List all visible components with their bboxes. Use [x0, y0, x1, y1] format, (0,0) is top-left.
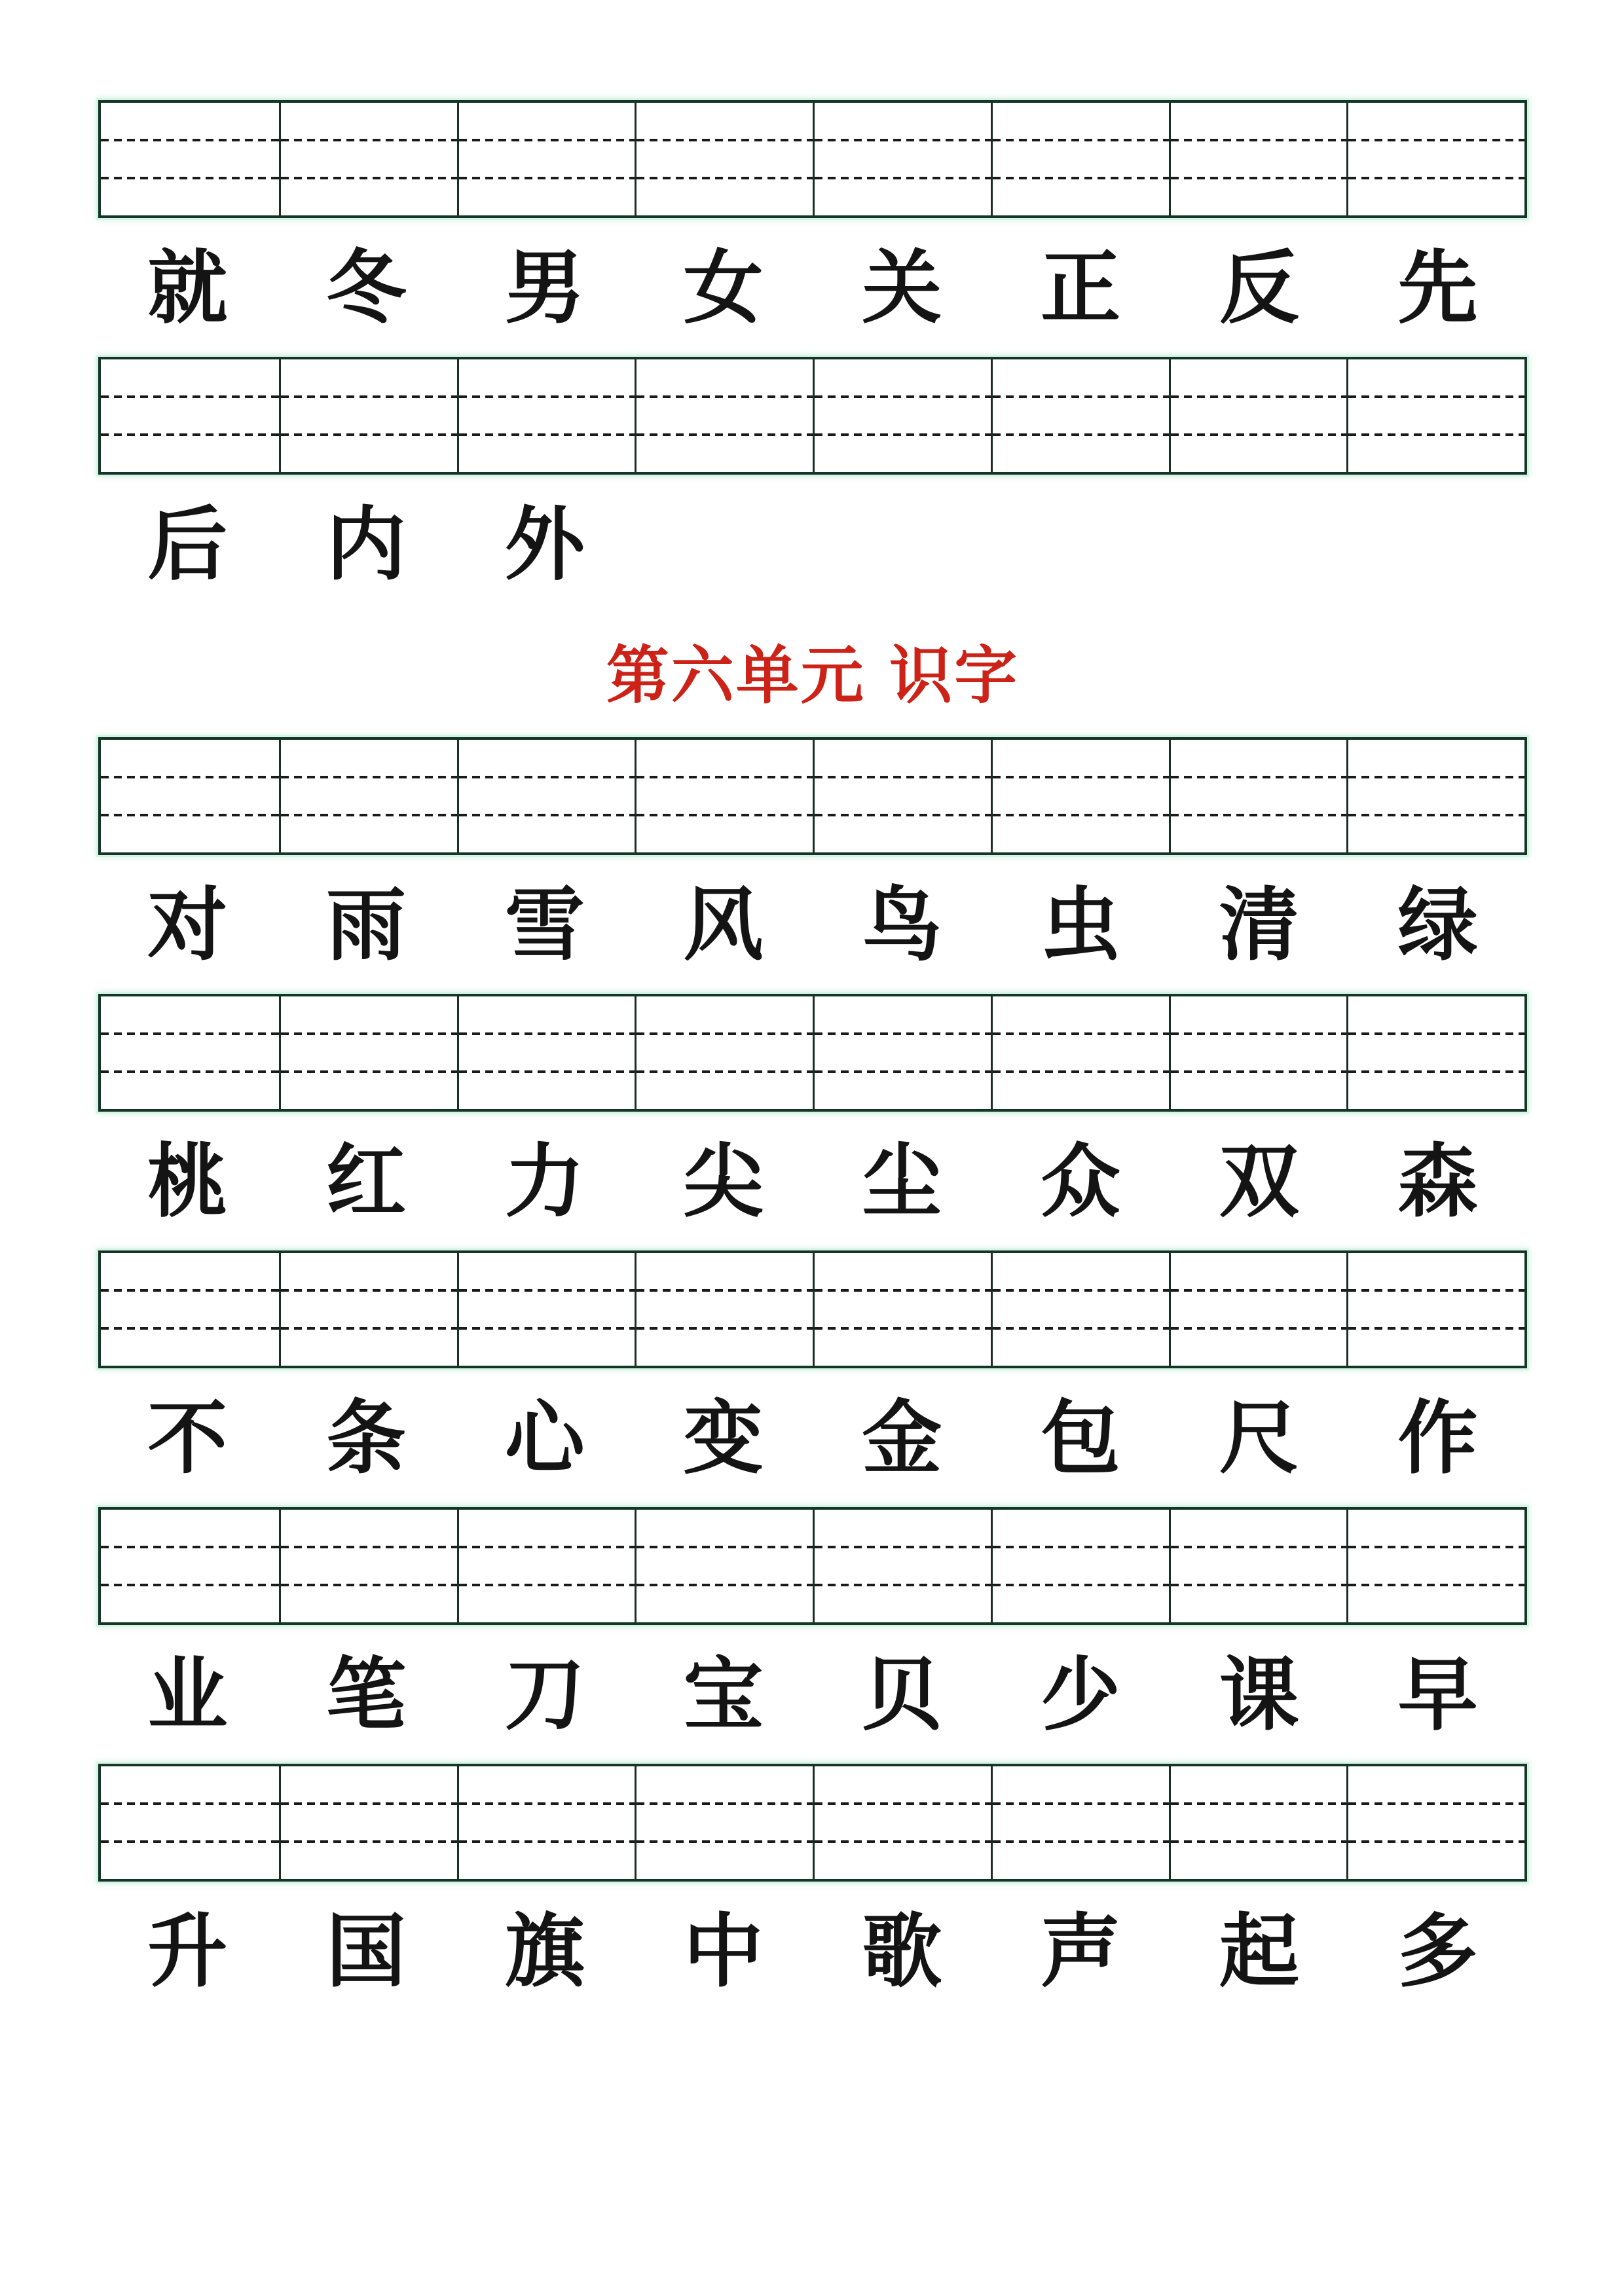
practice-character: 对: [147, 877, 228, 972]
writing-grid-cell: [991, 1766, 1169, 1879]
practice-character: 声: [1041, 1904, 1121, 1998]
dashed-guide-line: [1348, 1032, 1524, 1035]
practice-character: 女: [683, 240, 764, 335]
dashed-guide-line: [815, 433, 991, 436]
writing-grid-cell: [991, 103, 1169, 215]
writing-grid-cell: [457, 103, 635, 215]
character-row: [98, 855, 1527, 994]
writing-grid-cell: [457, 1253, 635, 1366]
dashed-guide-line: [815, 395, 991, 398]
writing-grid-cell: [101, 359, 279, 472]
practice-character: 众: [1041, 1134, 1121, 1228]
dashed-guide-line: [281, 395, 457, 398]
practice-character: 外: [504, 497, 585, 591]
writing-grid-cell: [101, 996, 279, 1109]
writing-grid-row: [98, 1764, 1527, 1882]
dashed-guide-line: [281, 1584, 457, 1586]
practice-character: 风: [683, 877, 764, 972]
writing-grid-row: [98, 100, 1527, 218]
writing-grid-cell: [457, 1510, 635, 1622]
dashed-guide-line: [459, 1070, 635, 1073]
dashed-guide-line: [637, 433, 813, 436]
dashed-guide-line: [281, 1546, 457, 1548]
dashed-guide-line: [1171, 1840, 1347, 1843]
writing-grid-cell: [279, 1766, 457, 1879]
practice-character: 后: [147, 497, 228, 591]
writing-grid-cell: [1346, 1253, 1524, 1366]
practice-character: 国: [326, 1904, 407, 1998]
practice-character: 双: [1219, 1134, 1299, 1228]
dashed-guide-line: [459, 776, 635, 778]
writing-grid-cell: [813, 996, 991, 1109]
practice-character: 内: [326, 497, 407, 591]
writing-grid-cell: [635, 1253, 813, 1366]
dashed-guide-line: [1171, 1289, 1347, 1292]
writing-grid-cell: [991, 1253, 1169, 1366]
dashed-guide-line: [281, 776, 457, 778]
dashed-guide-line: [459, 1289, 635, 1292]
dashed-guide-line: [993, 1802, 1169, 1805]
dashed-guide-line: [1348, 139, 1524, 141]
writing-grid-cell: [101, 1510, 279, 1622]
dashed-guide-line: [637, 814, 813, 816]
dashed-guide-line: [1171, 814, 1347, 816]
practice-character: 中: [683, 1904, 764, 1998]
writing-grid-row: [98, 994, 1527, 1112]
practice-character: 尺: [1219, 1391, 1299, 1485]
practice-character: 歌: [862, 1904, 942, 1998]
dashed-guide-line: [459, 1327, 635, 1330]
practice-character: 绿: [1397, 877, 1478, 972]
character-row: [98, 218, 1527, 357]
dashed-guide-line: [1171, 395, 1347, 398]
dashed-guide-line: [637, 177, 813, 179]
dashed-guide-line: [281, 433, 457, 436]
dashed-guide-line: [101, 1327, 279, 1330]
writing-grid-cell: [1346, 359, 1524, 472]
writing-grid-cell: [279, 1253, 457, 1366]
writing-grid-cell: [101, 1766, 279, 1879]
dashed-guide-line: [993, 1289, 1169, 1292]
practice-character: 虫: [1041, 877, 1121, 972]
dashed-guide-line: [815, 1327, 991, 1330]
dashed-guide-line: [101, 433, 279, 436]
dashed-guide-line: [637, 1289, 813, 1292]
dashed-guide-line: [459, 395, 635, 398]
writing-grid-cell: [635, 996, 813, 1109]
writing-grid-cell: [991, 1510, 1169, 1622]
dashed-guide-line: [993, 1327, 1169, 1330]
dashed-guide-line: [1348, 1070, 1524, 1073]
practice-character: 金: [862, 1391, 942, 1485]
dashed-guide-line: [815, 1802, 991, 1805]
dashed-guide-line: [815, 1840, 991, 1843]
practice-character: 升: [147, 1904, 228, 1998]
practice-character: 雨: [326, 877, 407, 972]
dashed-guide-line: [281, 1289, 457, 1292]
writing-grid-cell: [457, 1766, 635, 1879]
dashed-guide-line: [281, 1802, 457, 1805]
practice-character: 桃: [147, 1134, 228, 1228]
dashed-guide-line: [459, 814, 635, 816]
practice-character: 关: [862, 240, 942, 335]
character-row: [98, 475, 1527, 613]
practice-character: 尖: [683, 1134, 764, 1228]
practice-character: 冬: [326, 240, 407, 335]
character-row: [98, 1368, 1527, 1507]
dashed-guide-line: [459, 139, 635, 141]
dashed-guide-line: [815, 1289, 991, 1292]
writing-grid-cell: [1169, 740, 1347, 852]
writing-grid-cell: [1346, 996, 1524, 1109]
dashed-guide-line: [459, 1032, 635, 1035]
writing-grid-row: [98, 737, 1527, 855]
dashed-guide-line: [101, 395, 279, 398]
dashed-guide-line: [637, 1802, 813, 1805]
dashed-guide-line: [993, 1032, 1169, 1035]
writing-grid-cell: [1169, 1766, 1347, 1879]
dashed-guide-line: [281, 139, 457, 141]
writing-grid-cell: [813, 359, 991, 472]
writing-grid-cell: [1346, 1510, 1524, 1622]
writing-grid-cell: [991, 359, 1169, 472]
practice-character: 宝: [683, 1647, 764, 1741]
dashed-guide-line: [101, 1289, 279, 1292]
writing-grid-cell: [279, 103, 457, 215]
dashed-guide-line: [281, 1327, 457, 1330]
dashed-guide-line: [1348, 1840, 1524, 1843]
writing-grid-cell: [813, 1766, 991, 1879]
unit-title: 第六单元 识字: [606, 638, 1020, 712]
dashed-guide-line: [459, 1840, 635, 1843]
dashed-guide-line: [281, 1840, 457, 1843]
dashed-guide-line: [815, 139, 991, 141]
practice-character: 包: [1041, 1391, 1121, 1485]
writing-grid-row: [98, 1250, 1527, 1368]
writing-grid-cell: [1169, 103, 1347, 215]
writing-grid-cell: [279, 359, 457, 472]
writing-grid-cell: [279, 1510, 457, 1622]
practice-character: 森: [1397, 1134, 1478, 1228]
writing-grid-cell: [1169, 1253, 1347, 1366]
practice-character: 鸟: [862, 877, 942, 972]
practice-character: 笔: [326, 1647, 407, 1741]
practice-character: 先: [1397, 240, 1478, 335]
dashed-guide-line: [993, 139, 1169, 141]
dashed-guide-line: [1171, 1327, 1347, 1330]
dashed-guide-line: [993, 1584, 1169, 1586]
dashed-guide-line: [1348, 395, 1524, 398]
practice-character: 男: [504, 240, 585, 335]
writing-grid-cell: [1346, 103, 1524, 215]
character-row: [98, 1625, 1527, 1764]
character-row: [98, 1882, 1527, 2020]
dashed-guide-line: [1348, 776, 1524, 778]
dashed-guide-line: [101, 1070, 279, 1073]
dashed-guide-line: [637, 1840, 813, 1843]
dashed-guide-line: [815, 1070, 991, 1073]
dashed-guide-line: [281, 1032, 457, 1035]
dashed-guide-line: [101, 814, 279, 816]
practice-character: 起: [1219, 1904, 1299, 1998]
dashed-guide-line: [1348, 1546, 1524, 1548]
dashed-guide-line: [101, 1032, 279, 1035]
practice-character: 不: [147, 1391, 228, 1485]
dashed-guide-line: [459, 1584, 635, 1586]
dashed-guide-line: [637, 395, 813, 398]
dashed-guide-line: [101, 1802, 279, 1805]
writing-grid-cell: [1169, 1510, 1347, 1622]
dashed-guide-line: [815, 814, 991, 816]
dashed-guide-line: [993, 433, 1169, 436]
dashed-guide-line: [637, 1327, 813, 1330]
writing-grid-cell: [635, 1510, 813, 1622]
practice-character: 条: [326, 1391, 407, 1485]
practice-character: 清: [1219, 877, 1299, 972]
dashed-guide-line: [1171, 139, 1347, 141]
dashed-guide-line: [1348, 814, 1524, 816]
dashed-guide-line: [1171, 1584, 1347, 1586]
practice-character: 变: [683, 1391, 764, 1485]
practice-character: 心: [504, 1391, 585, 1485]
dashed-guide-line: [1348, 433, 1524, 436]
dashed-guide-line: [1171, 776, 1347, 778]
dashed-guide-line: [1171, 1032, 1347, 1035]
writing-grid-cell: [813, 1253, 991, 1366]
dashed-guide-line: [101, 177, 279, 179]
writing-grid-row: [98, 357, 1527, 475]
dashed-guide-line: [993, 1070, 1169, 1073]
character-row: [98, 1112, 1527, 1250]
dashed-guide-line: [1348, 177, 1524, 179]
writing-grid-cell: [457, 359, 635, 472]
writing-grid-cell: [1346, 740, 1524, 852]
dashed-guide-line: [459, 433, 635, 436]
dashed-guide-line: [459, 1802, 635, 1805]
dashed-guide-line: [459, 177, 635, 179]
dashed-guide-line: [815, 1584, 991, 1586]
practice-character: 旗: [504, 1904, 585, 1998]
writing-grid-cell: [813, 740, 991, 852]
dashed-guide-line: [993, 1840, 1169, 1843]
dashed-guide-line: [993, 177, 1169, 179]
dashed-guide-line: [1348, 1584, 1524, 1586]
dashed-guide-line: [1171, 1546, 1347, 1548]
dashed-guide-line: [1348, 1802, 1524, 1805]
writing-grid-cell: [457, 996, 635, 1109]
dashed-guide-line: [459, 1546, 635, 1548]
practice-character: 早: [1397, 1647, 1478, 1741]
dashed-guide-line: [1171, 433, 1347, 436]
dashed-guide-line: [637, 776, 813, 778]
dashed-guide-line: [281, 177, 457, 179]
practice-character: 就: [147, 240, 228, 335]
practice-character: 反: [1219, 240, 1299, 335]
writing-grid-cell: [101, 103, 279, 215]
writing-grid-cell: [991, 996, 1169, 1109]
practice-character: 多: [1397, 1904, 1478, 1998]
practice-character: 力: [504, 1134, 585, 1228]
writing-grid-cell: [635, 359, 813, 472]
dashed-guide-line: [815, 1032, 991, 1035]
writing-grid-cell: [813, 103, 991, 215]
dashed-guide-line: [101, 1840, 279, 1843]
dashed-guide-line: [101, 1584, 279, 1586]
dashed-guide-line: [993, 776, 1169, 778]
writing-grid-cell: [635, 740, 813, 852]
practice-character: 少: [1041, 1647, 1121, 1741]
dashed-guide-line: [281, 814, 457, 816]
dashed-guide-line: [101, 139, 279, 141]
writing-grid-cell: [101, 740, 279, 852]
dashed-guide-line: [637, 1032, 813, 1035]
writing-grid-cell: [457, 740, 635, 852]
writing-grid-cell: [279, 740, 457, 852]
dashed-guide-line: [993, 814, 1169, 816]
practice-character: 红: [326, 1134, 407, 1228]
dashed-guide-line: [815, 776, 991, 778]
practice-character: 正: [1041, 240, 1121, 335]
dashed-guide-line: [1171, 1070, 1347, 1073]
writing-grid-cell: [635, 103, 813, 215]
dashed-guide-line: [637, 1546, 813, 1548]
dashed-guide-line: [993, 395, 1169, 398]
dashed-guide-line: [993, 1546, 1169, 1548]
dashed-guide-line: [815, 1546, 991, 1548]
dashed-guide-line: [281, 1070, 457, 1073]
dashed-guide-line: [637, 139, 813, 141]
dashed-guide-line: [1348, 1289, 1524, 1292]
writing-grid-cell: [991, 740, 1169, 852]
writing-grid-cell: [279, 996, 457, 1109]
practice-character: 课: [1219, 1647, 1299, 1741]
dashed-guide-line: [637, 1584, 813, 1586]
dashed-guide-line: [1348, 1327, 1524, 1330]
dashed-guide-line: [1171, 177, 1347, 179]
practice-character: 贝: [862, 1647, 942, 1741]
practice-character: 作: [1397, 1391, 1478, 1485]
practice-character: 刀: [504, 1647, 585, 1741]
dashed-guide-line: [1171, 1802, 1347, 1805]
practice-character: 尘: [862, 1134, 942, 1228]
writing-grid-cell: [813, 1510, 991, 1622]
writing-grid-cell: [1169, 996, 1347, 1109]
practice-character: 业: [147, 1647, 228, 1741]
practice-character: 雪: [504, 877, 585, 972]
writing-grid-cell: [635, 1766, 813, 1879]
writing-grid-cell: [101, 1253, 279, 1366]
dashed-guide-line: [815, 177, 991, 179]
dashed-guide-line: [637, 1070, 813, 1073]
dashed-guide-line: [101, 776, 279, 778]
writing-grid-cell: [1169, 359, 1347, 472]
writing-grid-cell: [1346, 1766, 1524, 1879]
writing-grid-row: [98, 1507, 1527, 1625]
dashed-guide-line: [101, 1546, 279, 1548]
